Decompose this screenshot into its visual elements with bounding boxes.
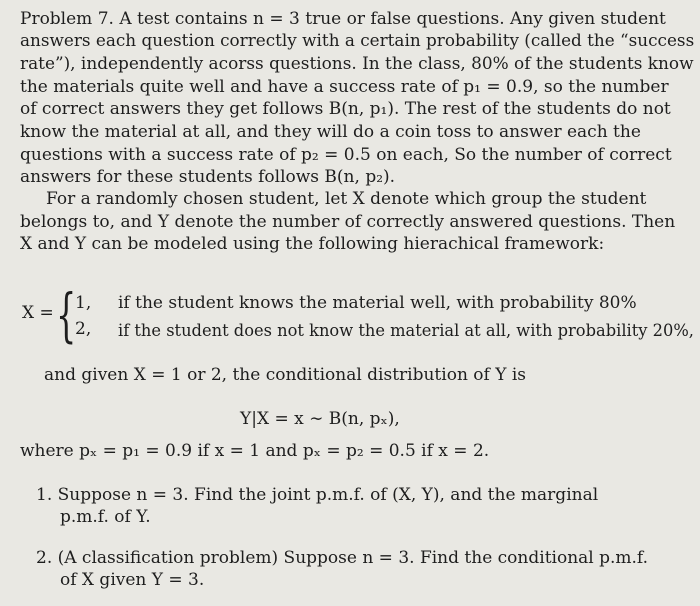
case2-text: if the student does not know the material at all, with probability 20%, (118, 321, 694, 341)
paragraph2-line-3: X and Y can be modeled using the following hierachical framework: (20, 234, 605, 254)
paragraph2-line-1: For a randomly chosen student, let X denote which group the student (46, 189, 647, 209)
case1-value: 1, (75, 293, 92, 313)
problem-line-4: the materials quite well and have a success rate of p₁ = 0.9, so the number (20, 77, 669, 97)
question-2-line-2: of X given Y = 3. (60, 570, 205, 590)
left-brace-icon: { (56, 281, 77, 349)
question-1-line-1: 1. Suppose n = 3. Find the joint p.m.f. of (X, Y), and the marginal (36, 485, 599, 505)
question-2-line-1: 2. (A classification problem) Suppose n = 3. Find the conditional p.m.f. (36, 548, 649, 568)
problem-line-8: answers for these students follows B(n, p₂). (20, 167, 396, 187)
problem-line-5: of correct answers they get follows B(n, p₁). The rest of the students do not (20, 99, 671, 119)
where-line: where pₓ = p₁ = 0.9 if x = 1 and pₓ = p₂ = 0.5 if x = 2. (20, 441, 490, 461)
given-line: and given X = 1 or 2, the conditional distribution of Y is (44, 365, 527, 385)
problem-line-6: know the material at all, and they will do a coin toss to answer each the (20, 122, 641, 142)
question-1-line-2: p.m.f. of Y. (60, 507, 151, 527)
problem-line-7: questions with a success rate of p₂ = 0.5 on each, So the number of correct (20, 145, 672, 165)
paragraph2-line-2: belongs to, and Y denote the number of correctly answered questions. Then (20, 212, 676, 232)
problem-line-1: Problem 7. A test contains n = 3 true or false questions. Any given student (20, 9, 666, 29)
problem-line-3: rate”), independently acorss questions. In the class, 80% of the students know (20, 54, 694, 74)
problem-line-2: answers each question correctly with a certain probability (called the “success (20, 31, 695, 51)
case1-text: if the student knows the material well, with probability 80% (118, 293, 637, 313)
conditional-formula: Y|X = x ∼ B(n, pₓ), (240, 409, 400, 429)
case2-value: 2, (75, 319, 92, 339)
cases-lhs: X = (22, 303, 54, 323)
